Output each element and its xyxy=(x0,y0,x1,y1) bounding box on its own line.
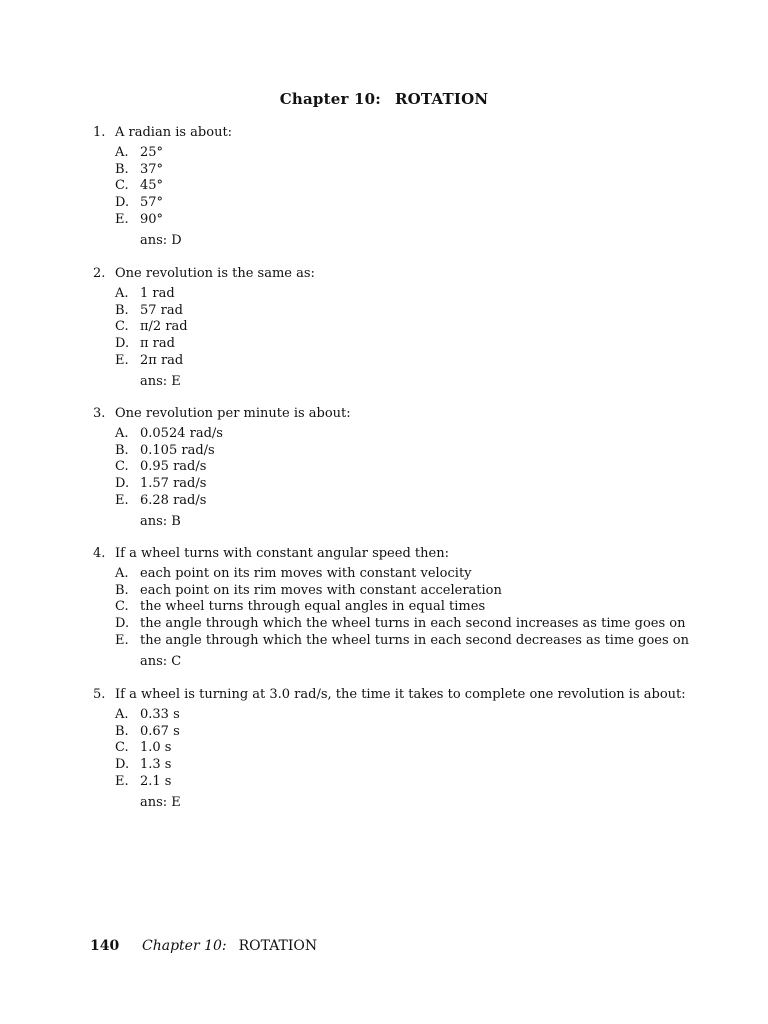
choice-letter: D. xyxy=(115,616,130,632)
choice-text: 2π rad xyxy=(140,352,184,368)
choice-item xyxy=(93,493,693,510)
choice-item xyxy=(93,443,693,460)
footer-title: ROTATION xyxy=(238,938,318,954)
choice-letter: B. xyxy=(115,723,129,739)
choice-letter: E. xyxy=(115,632,129,648)
question-5 xyxy=(93,687,693,811)
choice-letter: A. xyxy=(115,426,129,441)
footer-chapter: Chapter 10: xyxy=(142,938,227,954)
choice-item xyxy=(93,724,693,741)
page-title-chapter: Chapter 10: xyxy=(279,90,381,108)
page-number: 140 xyxy=(90,938,120,954)
question-number: 5. xyxy=(93,687,106,702)
choice-item xyxy=(93,195,693,212)
choice-letter: C. xyxy=(115,178,129,194)
question-2 xyxy=(93,266,693,390)
choice-text: 0.95 rad/s xyxy=(140,459,207,475)
question-stem xyxy=(93,687,693,707)
choice-letter: D. xyxy=(115,757,130,773)
question-number: 1. xyxy=(93,125,106,140)
choice-item xyxy=(93,476,693,493)
choice-text: 1 rad xyxy=(140,286,175,301)
choice-item xyxy=(93,212,693,229)
choice-item xyxy=(93,162,693,179)
choice-text: π/2 rad xyxy=(140,319,188,335)
choice-text: 0.33 s xyxy=(140,707,180,722)
choice-item xyxy=(93,740,693,757)
choice-letter: B. xyxy=(115,442,129,458)
choice-letter: D. xyxy=(115,476,130,492)
page-footer xyxy=(90,938,317,954)
choice-text: the angle through which the wheel turns in each second decreases as time goes on xyxy=(140,632,689,648)
choice-item xyxy=(93,599,693,616)
choice-text: 6.28 rad/s xyxy=(140,492,207,508)
choice-list xyxy=(93,707,693,790)
choice-text: 2.1 s xyxy=(140,773,172,789)
choice-text: 90° xyxy=(140,211,164,227)
question-text: If a wheel is turning at 3.0 rad/s, the time it takes to complete one revolution is about: xyxy=(115,687,686,702)
choice-text: 57 rad xyxy=(140,302,183,318)
choice-item xyxy=(93,757,693,774)
answer-key: ans: E xyxy=(140,374,181,390)
choice-text: 45° xyxy=(140,178,164,194)
choice-letter: C. xyxy=(115,599,129,615)
question-text: A radian is about: xyxy=(115,125,233,140)
choice-item xyxy=(93,303,693,320)
question-text: If a wheel turns with constant angular speed then: xyxy=(115,546,449,561)
choice-item xyxy=(93,353,693,370)
choice-list xyxy=(93,286,693,369)
choice-letter: A. xyxy=(115,286,129,301)
choice-item xyxy=(93,774,693,791)
choice-text: each point on its rim moves with constant velocity xyxy=(140,566,472,581)
question-number: 3. xyxy=(93,406,106,421)
choice-text: 0.0524 rad/s xyxy=(140,426,223,441)
choice-item xyxy=(93,145,693,162)
choice-text: 57° xyxy=(140,195,164,211)
choice-text: 25° xyxy=(140,145,164,160)
question-stem xyxy=(93,546,693,566)
question-number: 2. xyxy=(93,266,106,281)
choice-item xyxy=(93,633,693,650)
page-title xyxy=(0,90,768,108)
page-title-text: ROTATION xyxy=(395,90,489,108)
answer-key: ans: D xyxy=(140,233,182,249)
choice-item xyxy=(93,286,693,303)
choice-text: each point on its rim moves with constant acceleration xyxy=(140,582,502,598)
choice-list xyxy=(93,566,693,649)
choice-letter: B. xyxy=(115,582,129,598)
answer-key: ans: C xyxy=(140,654,182,670)
choice-letter: E. xyxy=(115,211,129,227)
choice-item xyxy=(93,707,693,724)
choice-letter: A. xyxy=(115,145,129,160)
choice-item xyxy=(93,566,693,583)
choice-letter: E. xyxy=(115,352,129,368)
choice-letter: C. xyxy=(115,319,129,335)
question-stem xyxy=(93,406,693,426)
choice-letter: A. xyxy=(115,707,129,722)
choice-item xyxy=(93,616,693,633)
choice-item xyxy=(93,459,693,476)
choice-text: the wheel turns through equal angles in equal times xyxy=(140,599,486,615)
choice-letter: E. xyxy=(115,492,129,508)
choice-text: 1.0 s xyxy=(140,740,172,756)
choice-letter: B. xyxy=(115,302,129,318)
choice-item xyxy=(93,583,693,600)
choice-letter: D. xyxy=(115,195,130,211)
choice-text: 0.105 rad/s xyxy=(140,442,215,458)
choice-text: 1.3 s xyxy=(140,757,172,773)
question-number: 4. xyxy=(93,546,106,561)
choice-item xyxy=(93,319,693,336)
choice-letter: A. xyxy=(115,566,129,581)
choice-text: the angle through which the wheel turns in each second increases as time goes on xyxy=(140,616,686,632)
choice-letter: B. xyxy=(115,161,129,177)
question-stem xyxy=(93,266,693,286)
choice-text: 1.57 rad/s xyxy=(140,476,207,492)
choice-letter: C. xyxy=(115,740,129,756)
choice-item xyxy=(93,336,693,353)
choice-list xyxy=(93,145,693,228)
choice-letter: E. xyxy=(115,773,129,789)
question-text: One revolution is the same as: xyxy=(115,266,315,281)
answer-key: ans: E xyxy=(140,795,181,811)
choice-letter: D. xyxy=(115,336,130,352)
question-stem xyxy=(93,125,693,145)
choice-item xyxy=(93,426,693,443)
choice-list xyxy=(93,426,693,509)
question-4 xyxy=(93,546,693,670)
choice-letter: C. xyxy=(115,459,129,475)
question-1 xyxy=(93,125,693,249)
choice-text: π rad xyxy=(140,336,175,352)
choice-text: 0.67 s xyxy=(140,723,180,739)
choice-text: 37° xyxy=(140,161,164,177)
choice-item xyxy=(93,178,693,195)
question-3 xyxy=(93,406,693,530)
answer-key: ans: B xyxy=(140,514,181,530)
question-text: One revolution per minute is about: xyxy=(115,406,351,421)
